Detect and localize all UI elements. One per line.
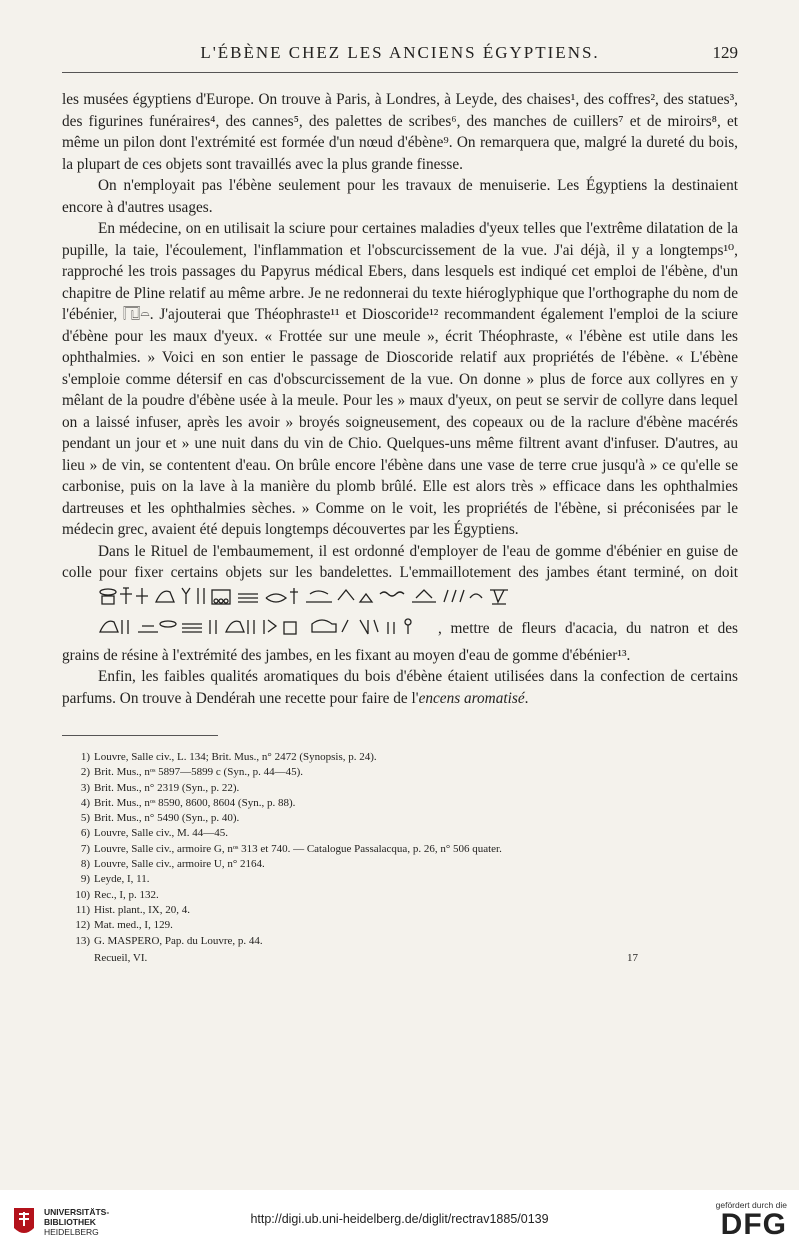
- page-title: L'ÉBÈNE CHEZ LES ANCIENS ÉGYPTIENS.: [200, 43, 600, 62]
- signature-line: [94, 951, 738, 966]
- funding-label: gefördert durch die: [715, 1200, 787, 1210]
- footnote: 4) Brit. Mus., nᵒˢ 8590, 8600, 8604 (Syn., p. 88).: [80, 796, 296, 809]
- page-number: 129: [712, 43, 738, 62]
- footnote-rule: [62, 735, 218, 736]
- paragraph-text: Enfin, les faibles qualités aromatiques du bois d'ébène étaient utilisées dans la confection de certains parfums. On trouve à Dendérah une recette pour faire de l': [62, 668, 738, 707]
- footnote: 8) Louvre, Salle civ., armoire U, n° 2164.: [80, 858, 265, 871]
- dfg-logo[interactable]: [716, 1200, 787, 1240]
- dfg-wordmark: DFG: [720, 1208, 787, 1241]
- paragraph-text: .: [524, 689, 529, 707]
- signature-right: 17: [627, 951, 638, 964]
- italic-term: encens aromatisé: [418, 689, 525, 707]
- paragraph: On n'employait pas l'ébène seulement pour les travaux de menuiserie. Les Égyptiens la destinaient encore à d'autres usages.: [62, 177, 738, 216]
- footnote: 1) Louvre, Salle civ., L. 134; Brit. Mus., n° 2472 (Synopsis, p. 24).: [80, 751, 377, 763]
- viewer-footer: [0, 1190, 799, 1252]
- footnote: 3) Brit. Mus., n° 2319 (Syn., p. 22).: [80, 781, 240, 794]
- footnote: 2) Brit. Mus., nᵒˢ 5897—5899 c (Syn., p. 44—45).: [80, 766, 304, 779]
- permalink-url[interactable]: http://digi.ub.uni-heidelberg.de/diglit/rectrav1885/0139: [250, 1212, 549, 1226]
- hieroglyph-line-icon: [62, 614, 438, 645]
- paragraph-text: , mettre de fleurs d'acacia, du natron et des grains de résine à l'extrémité des jambes, en les fixant au moyen d'eau de gomme d'ébénier¹³.: [62, 619, 738, 664]
- hieroglyph-group-icon: [62, 584, 518, 615]
- paragraph-text: Dans le Rituel de l'embaumement, il est ordonné d'employer de l'eau de gomme d'ébénier en guise de colle pour fixer certains objets sur les bandelettes. L'emmaillotement des jambes étant terminé, on doit: [62, 542, 738, 581]
- footnote: 5) Brit. Mus., n° 5490 (Syn., p. 40).: [80, 812, 240, 825]
- running-header: [62, 40, 738, 73]
- footnotes: [75, 750, 738, 966]
- footnote: 9) Leyde, I, 11.: [80, 873, 150, 886]
- signature-left: Recueil, VI.: [94, 951, 148, 964]
- paragraph: En médecine, on en utilisait la sciure pour certaines maladies d'yeux telles que l'extrême dilatation de la pupille, la taie, l'écoulement, l'inflammation et l'obscurcissement de la vue. J'ai déjà, il y a longtemps¹⁰, rapproché les trois passages du Papyrus médical Ebers, dans lesquels est indiqué cet emploi de l'ébène, d'un chapitre de Pline relatif au même arbre. Je ne redonnerai du texte hiéroglyphique que l'orthographe du nom de l'ébénier, 𓉔𓏏. J'ajouterai que Théophraste¹¹ et Dioscoride¹² recommandent également l'emploi de la sciure d'ébène pour les maux d'yeux. « Frottée sur une meule », écrit Théophraste, « l'ébène est utile dans les ophthalmies. » Voici en son entier le passage de Dioscoride relatif aux propriétés de l'ébène. « L'ébène s'emploie comme détersif en cas d'obscurcissement de la vue. On donne » plus de force aux collyres en y mêlant de la poudre d'ébène usée à la meule. Pour les » maux d'yeux, on peut se servir de collyre dans lequel on a laissé infuser, après les avoir » broyés soigneusement, des copeaux ou de la raclure d'ébène macérés pendant un jour et » une nuit dans du vin de Chio. Quelques-uns même filtrent avant d'infuser. D'autres, au lieu » de vin, se contentent d'eau. On brûle encore l'ébène dans une vase de terre crue jusqu'à » ce qu'elle se carbonise, puis on la lave à la manière du plomb brûlé. Elle est alors très » efficace dans les ophthalmies dartreuses et les ophthalmies sèches. » Comme on le voit, les propriétés de l'ébène, si préconisées par le médecin grec, avaient été depuis longtemps découvertes par les Égyptiens.: [62, 220, 738, 538]
- footnote: 12) Mat. med., I, 129.: [75, 919, 173, 932]
- body-text: [62, 89, 738, 709]
- footnote: 13) G. MASPERO, Pap. du Louvre, p. 44.: [75, 934, 263, 947]
- footnote: 10) Rec., I, p. 132.: [75, 888, 159, 901]
- library-name: UNIVERSITÄTS- BIBLIOTHEK HEIDELBERG: [44, 1207, 110, 1237]
- paragraph: les musées égyptiens d'Europe. On trouve à Paris, à Londres, à Leyde, des chaises¹, des coffres², des statues³, des figurines funéraires⁴, des cannes⁵, des palettes de scribes⁶, des manches de cuillers⁷ et de miroirs⁸, et même un pilon dont l'extrémité est formée d'un nœud d'ébène⁹. On remarquera que, malgré la dureté du bois, la plupart de ces objets sont travaillés avec la plus grande finesse.: [62, 91, 738, 173]
- footnote: 7) Louvre, Salle civ., armoire G, nᵒˢ 313 et 740. — Catalogue Passalacqua, p. 26, n° 506 quater.: [80, 842, 502, 855]
- paragraph: [62, 666, 738, 709]
- footnote: 11) Hist. plant., IX, 20, 4.: [75, 903, 190, 916]
- paragraph: [62, 541, 738, 667]
- footnote: 6) Louvre, Salle civ., M. 44—45.: [80, 827, 229, 840]
- document-page: [62, 40, 738, 966]
